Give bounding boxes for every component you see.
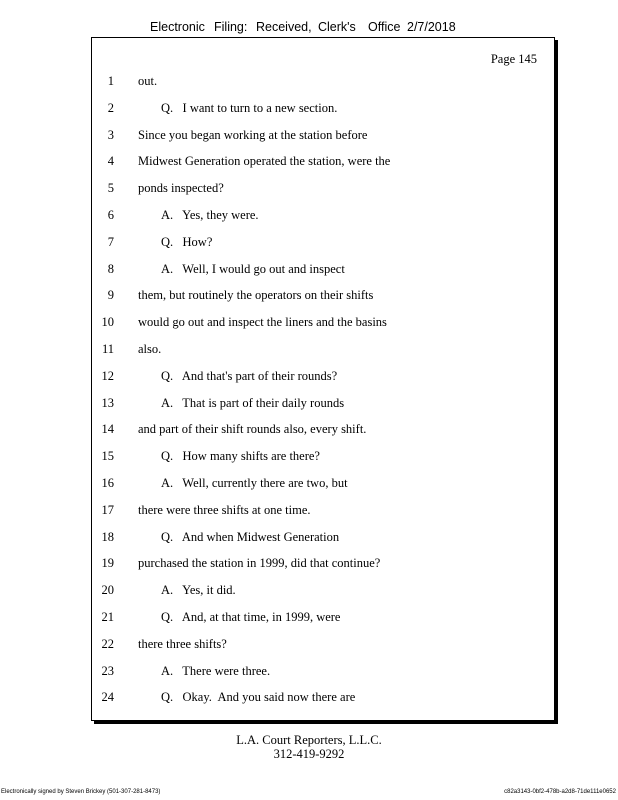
- transcript-line: [92, 502, 554, 518]
- line-text: Q. How?: [161, 234, 213, 249]
- transcript-line: [92, 73, 554, 89]
- line-number: 13: [101, 395, 114, 410]
- line-number: 18: [101, 529, 114, 544]
- line-text: there were three shifts at one time.: [138, 502, 311, 517]
- line-text: also.: [138, 342, 162, 356]
- line-number: 23: [101, 663, 114, 678]
- transcript-line: [92, 314, 554, 330]
- line-number: 6: [107, 208, 114, 222]
- line-text: Q. And when Midwest Generation: [161, 529, 340, 544]
- header-clerks: Clerk's: [318, 20, 356, 34]
- transcript-line: [92, 582, 554, 598]
- line-text: Midwest Generation operated the station, were the: [138, 154, 391, 169]
- footer-company: L.A. Court Reporters, L.L.C.: [236, 733, 382, 747]
- transcript-line: [92, 448, 554, 464]
- line-text: Q. And, at that time, in 1999, were: [161, 610, 341, 624]
- line-number: 11: [101, 342, 114, 356]
- transcript-line: [92, 100, 554, 116]
- line-text: Q. And that's part of their rounds?: [161, 368, 338, 383]
- line-text: Q. How many shifts are there?: [161, 449, 320, 464]
- header-office: Office: [368, 20, 401, 34]
- line-number: 2: [107, 100, 114, 115]
- transcript-line: [92, 663, 554, 679]
- transcript-line: [92, 153, 554, 169]
- transcript-line: [92, 341, 554, 357]
- transcript-line: [92, 287, 554, 303]
- line-text: A. Well, I would go out and inspect: [161, 261, 345, 276]
- line-text: Since you began working at the station before: [138, 127, 368, 142]
- header-received: Received,: [256, 20, 312, 34]
- transcript-line: [92, 421, 554, 437]
- transcript-line: [92, 368, 554, 384]
- line-text: Q. I want to turn to a new section.: [161, 100, 338, 115]
- line-number: 14: [101, 422, 114, 437]
- footer-phone: 312-419-9292: [273, 747, 345, 761]
- line-text: Q. Okay. And you said now there are: [161, 690, 356, 705]
- line-text: purchased the station in 1999, did that continue?: [138, 556, 381, 571]
- line-number: 7: [107, 234, 114, 249]
- line-text: A. Yes, it did.: [161, 583, 236, 598]
- line-number: 20: [101, 583, 114, 598]
- line-number: 17: [101, 502, 114, 517]
- line-text: them, but routinely the operators on their shifts: [138, 288, 374, 303]
- transcript-line: [92, 529, 554, 545]
- transcript-line: [92, 395, 554, 411]
- line-text: and part of their shift rounds also, every shift.: [138, 422, 367, 437]
- line-text: A. There were three.: [161, 663, 271, 678]
- header-electronic: Electronic: [150, 20, 205, 34]
- line-number: 19: [101, 556, 114, 571]
- line-text: A. That is part of their daily rounds: [161, 395, 345, 410]
- line-number: 1: [107, 74, 114, 88]
- transcript-line: [92, 475, 554, 491]
- transcript-line: [92, 609, 554, 625]
- signature-text: Electronically signed by Steven Brickey (501-307-281-8473): [1, 789, 161, 795]
- header-date: 2/7/2018: [407, 20, 456, 34]
- transcript-line: [92, 555, 554, 571]
- line-number: 9: [107, 288, 114, 303]
- line-text: there three shifts?: [138, 636, 227, 651]
- transcript-line: [92, 636, 554, 652]
- line-text: would go out and inspect the liners and the basins: [138, 315, 387, 330]
- line-number: 5: [107, 181, 114, 196]
- line-number: 10: [101, 315, 114, 330]
- line-number: 12: [101, 368, 114, 383]
- line-text: ponds inspected?: [138, 181, 224, 196]
- document-hash: c82a3143-0bf2-478b-a2d8-71de111e0652: [504, 789, 616, 795]
- line-number: 8: [107, 261, 114, 276]
- transcript-line: [92, 261, 554, 277]
- line-text: out.: [138, 74, 158, 88]
- line-text: A. Yes, they were.: [161, 208, 259, 222]
- line-number: 24: [101, 690, 114, 705]
- transcript-line: [92, 207, 554, 223]
- transcript-line: [92, 180, 554, 196]
- line-number: 15: [101, 449, 114, 464]
- transcript-line: [92, 234, 554, 250]
- line-number: 16: [101, 476, 114, 490]
- line-number: 21: [101, 610, 114, 624]
- header-filing: Filing:: [214, 20, 248, 34]
- transcript-line: [92, 127, 554, 143]
- line-number: 22: [101, 636, 114, 651]
- line-text: A. Well, currently there are two, but: [161, 476, 348, 490]
- transcript-line: [92, 689, 554, 705]
- line-number: 4: [107, 154, 114, 169]
- page-number: Page 145: [490, 52, 537, 66]
- line-number: 3: [107, 127, 114, 142]
- transcript-page: [91, 37, 555, 721]
